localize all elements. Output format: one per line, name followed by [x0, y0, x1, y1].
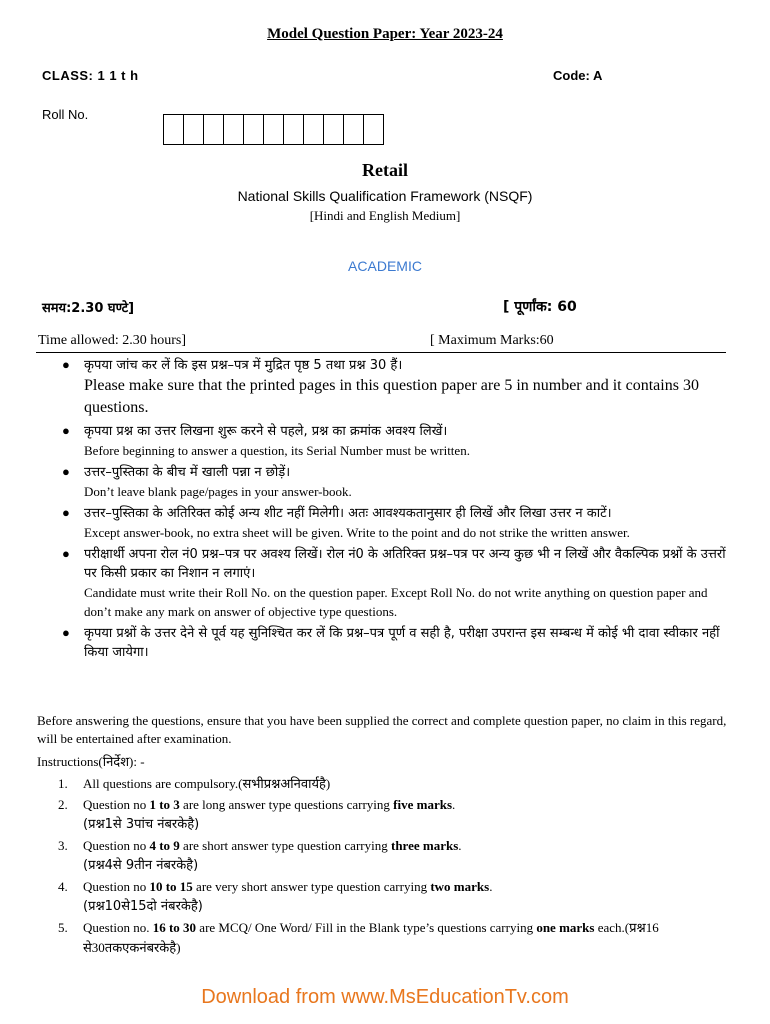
guidelines-list: [62, 356, 734, 665]
code-label: Code: A: [553, 68, 603, 83]
question-range: 1 to 3: [149, 797, 180, 812]
guideline-english: Don’t leave blank page/pages in your answer-book.: [84, 484, 352, 499]
roll-number-box[interactable]: [323, 114, 344, 145]
guideline-english: Candidate must write their Roll No. on the question paper. Except Roll No. do not write anything on question paper and don’t make any mark on answer of objective type questions.: [84, 585, 708, 619]
marks-value: two marks: [430, 879, 490, 894]
guideline-hindi: परीक्षार्थी अपना रोल नं0 प्रश्न–पत्र पर अवश्य लिखें। रोल नं0 के अतिरिक्त प्रश्न–पत्र पर अन्य कुछ भी न लिखें और वैकल्पिक प्रश्नों के उत्तरों पर किसी प्रकार का निशान न लगाएं।: [84, 547, 726, 581]
roll-number-box[interactable]: [243, 114, 264, 145]
roll-number-boxes: [163, 114, 383, 145]
instruction-text: All questions are compulsory.(सभीप्रश्नअनिवार्यहै): [83, 776, 331, 791]
instruction-text: are long answer type questions carrying: [179, 797, 394, 812]
roll-number-box[interactable]: [303, 114, 324, 145]
instruction-number: 3.: [58, 838, 68, 853]
instruction-item: [58, 877, 728, 917]
bullet-icon: ●: [62, 464, 70, 479]
time-allowed-english: Time allowed: 2.30 hours]: [38, 333, 187, 348]
bullet-icon: ●: [62, 505, 70, 520]
instruction-hindi: (प्रश्न10से15दो नंबरकेहै): [83, 899, 203, 914]
academic-label: ACADEMIC: [348, 258, 422, 274]
instruction-number: 4.: [58, 879, 68, 894]
instruction-text: Question no: [83, 797, 150, 812]
guideline-english: Except answer-book, no extra sheet will be given. Write to the point and do not strike the written answer.: [84, 525, 630, 540]
roll-number-box[interactable]: [363, 114, 384, 145]
paper-title: Model Question Paper: Year 2023-24: [267, 26, 503, 42]
instruction-item: [58, 795, 728, 835]
closing-note: Before answering the questions, ensure that you have been supplied the correct and complete question paper, no claim in this regard, will be entertained after examination.: [37, 713, 727, 746]
medium-line: [Hindi and English Medium]: [309, 208, 461, 223]
guideline-item: [62, 422, 734, 460]
instruction-text: Question no: [83, 838, 150, 853]
bullet-icon: ●: [62, 423, 70, 438]
subject-title: Retail: [362, 160, 408, 180]
roll-number-box[interactable]: [203, 114, 224, 145]
roll-number-box[interactable]: [263, 114, 284, 145]
guideline-english: Before beginning to answer a question, its Serial Number must be written.: [84, 443, 470, 458]
class-label: CLASS: 1 1 t h: [42, 68, 139, 83]
question-range: 16 to 30: [152, 920, 197, 935]
instruction-text: are MCQ/ One Word/ Fill in the Blank type’s questions carrying: [196, 920, 537, 935]
guideline-item: [62, 504, 734, 542]
roll-number-box[interactable]: [283, 114, 304, 145]
instructions-heading: Instructions(निर्देश): -: [37, 754, 145, 769]
marks-value: three marks: [390, 838, 459, 853]
marks-value: five marks: [393, 797, 453, 812]
bullet-icon: ●: [62, 546, 70, 561]
instruction-number: 1.: [58, 776, 68, 791]
guideline-hindi: उत्तर–पुस्तिका के अतिरिक्त कोई अन्य शीट नहीं मिलेगी। अतः आवश्यकतानुसार ही लिखें और लिखा उत्तर न काटें।: [84, 506, 612, 521]
guideline-english: Please make sure that the printed pages in this question paper are 5 in number and it contains 30 questions.: [84, 377, 699, 416]
marks-value: one marks: [536, 920, 595, 935]
instruction-text: .: [489, 879, 493, 894]
instruction-text: each.(प्रश्न16 से30तकएकनंबरकेहै): [83, 920, 659, 955]
instruction-item: [58, 774, 728, 794]
instructions-list: [58, 774, 728, 959]
instruction-number: 2.: [58, 797, 68, 812]
framework-line: National Skills Qualification Framework (NSQF): [237, 188, 533, 204]
question-range: 10 to 15: [149, 879, 193, 894]
guideline-hindi: उत्तर–पुस्तिका के बीच में खाली पन्ना न छोड़ें।: [84, 465, 291, 480]
roll-number-box[interactable]: [223, 114, 244, 145]
instruction-text: .: [458, 838, 462, 853]
max-marks-hindi: [ पूर्णांक: 60: [503, 299, 577, 315]
instruction-text: Question no.: [83, 920, 153, 935]
question-range: 4 to 9: [149, 838, 180, 853]
bullet-icon: ●: [62, 357, 70, 372]
guideline-item: [62, 356, 734, 419]
instruction-text: Question no: [83, 879, 150, 894]
time-allowed-hindi: समय:2.30 घण्टे]: [42, 301, 135, 316]
guideline-hindi: कृपया जांच कर लें कि इस प्रश्न–पत्र में मुद्रित पृष्ठ 5 तथा प्रश्न 30 हैं।: [84, 358, 403, 373]
max-marks-english: [ Maximum Marks:60: [430, 333, 554, 348]
instruction-text: are very short answer type question carrying: [192, 879, 431, 894]
roll-number-box[interactable]: [163, 114, 184, 145]
guideline-hindi: कृपया प्रश्नों के उत्तर देने से पूर्व यह सुनिश्चित कर लें कि प्रश्न–पत्र पूर्ण व सही है, परीक्षा उपरान्त इस सम्बन्ध में कोई भी दावा स्वीकार नहीं किया जायेगा।: [84, 626, 720, 660]
roll-number-box[interactable]: [343, 114, 364, 145]
roll-number-box[interactable]: [183, 114, 204, 145]
guideline-item: [62, 624, 734, 662]
instruction-hindi: (प्रश्न1से 3पांच नंबरकेहै): [83, 817, 200, 832]
instruction-item: [58, 918, 728, 958]
download-link[interactable]: Download from www.MsEducationTv.com: [201, 986, 569, 1008]
instruction-number: 5.: [58, 920, 68, 935]
instruction-text: are short answer type question carrying: [179, 838, 391, 853]
instruction-hindi: (प्रश्न4से 9तीन नंबरकेहै): [83, 858, 199, 873]
guideline-item: [62, 463, 734, 501]
instruction-item: [58, 836, 728, 876]
guideline-item: [62, 545, 734, 621]
roll-number-label: Roll No.: [42, 107, 89, 122]
instruction-text: .: [452, 797, 456, 812]
bullet-icon: ●: [62, 625, 70, 640]
divider-line: [36, 352, 726, 353]
guideline-hindi: कृपया प्रश्न का उत्तर लिखना शुरू करने से पहले, प्रश्न का क्रमांक अवश्य लिखें।: [84, 424, 448, 439]
